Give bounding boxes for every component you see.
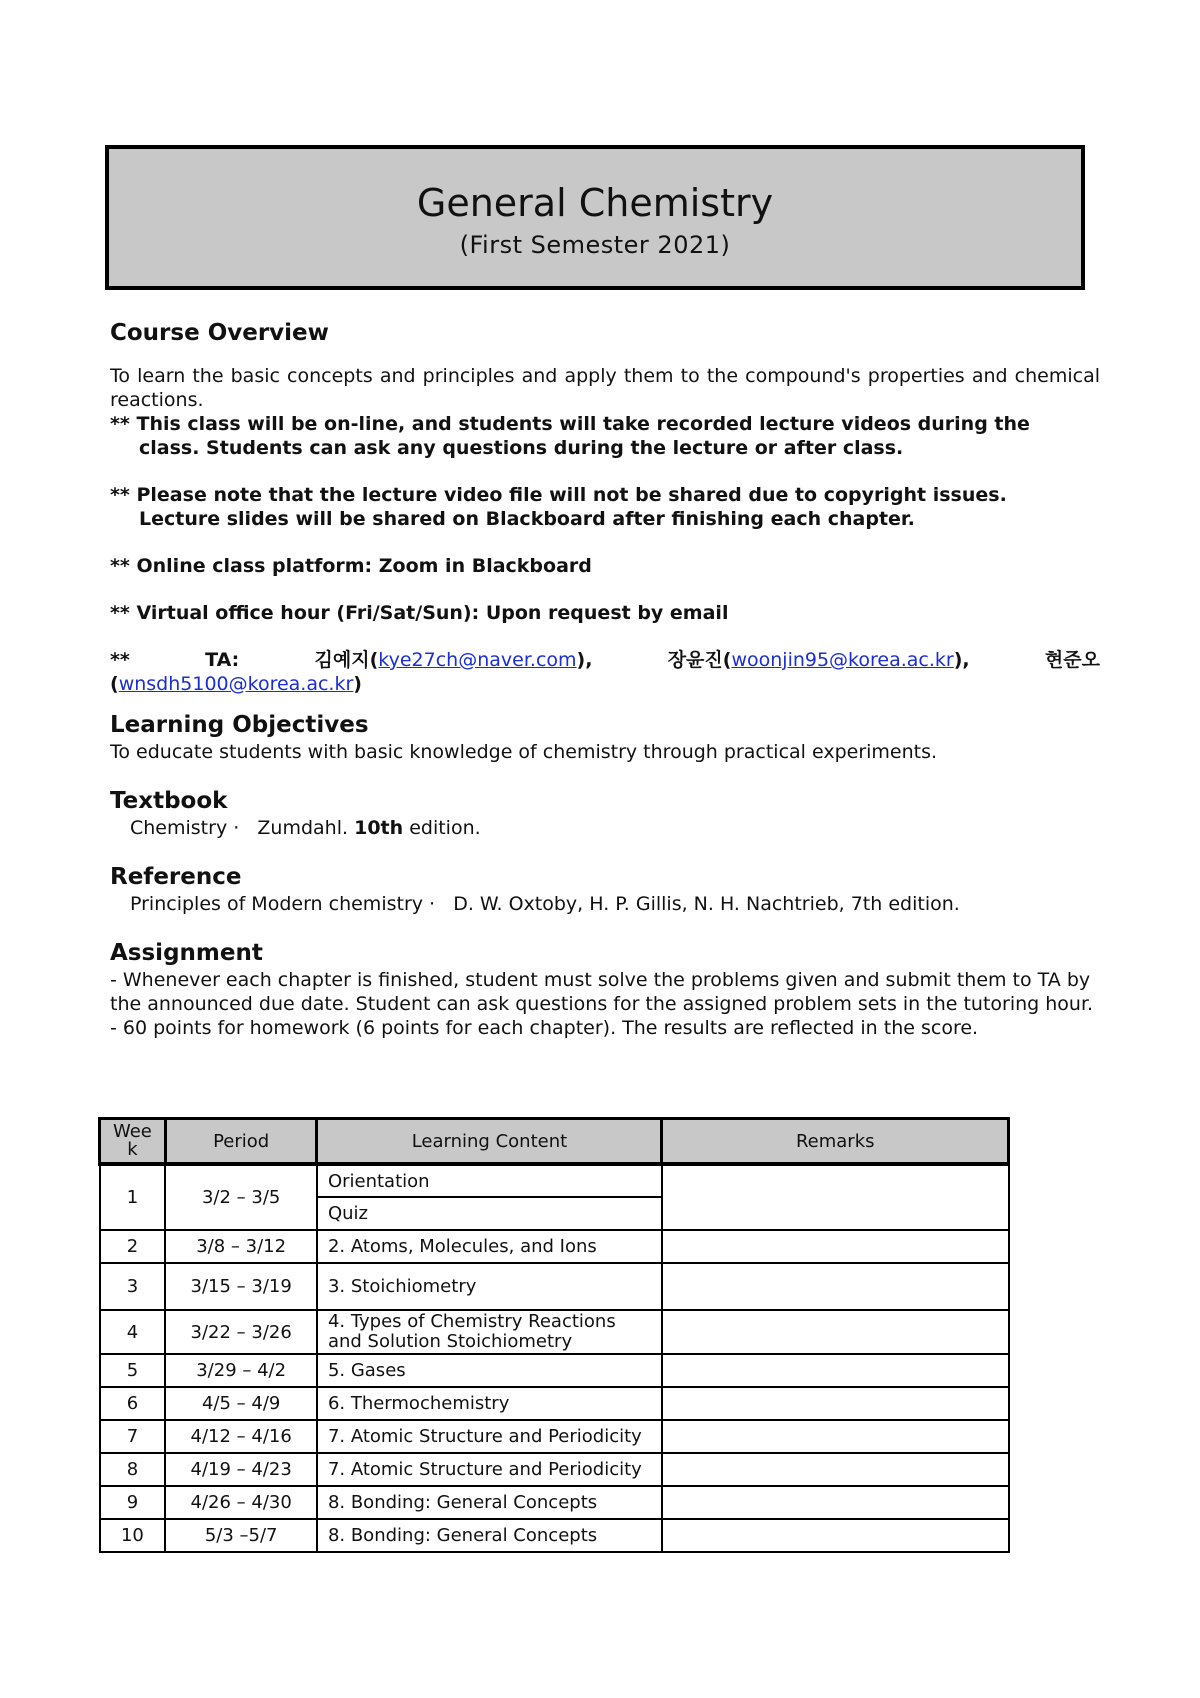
week-cell: 5	[100, 1354, 166, 1387]
week-cell: 9	[100, 1486, 166, 1519]
ta-3-name: 현준오	[1044, 649, 1100, 671]
header-week: Wee k	[100, 1119, 166, 1165]
content-cell: 7. Atomic Structure and Periodicity	[317, 1420, 662, 1453]
ta-1-close: ),	[576, 649, 593, 671]
content-cell: Orientation	[317, 1164, 662, 1197]
remarks-cell	[662, 1310, 1009, 1354]
course-overview-heading: Course Overview	[110, 320, 329, 346]
content-cell: 4. Types of Chemistry Reactions and Solution Stoichiometry	[317, 1310, 662, 1354]
ta-3-email-line	[110, 672, 1100, 696]
content-cell: 7. Atomic Structure and Periodicity	[317, 1453, 662, 1486]
textbook-title: Chemistry ·	[130, 817, 240, 839]
learning-objectives-text: To educate students with basic knowledge of chemistry through practical experiments.	[110, 741, 938, 763]
content-cell: Quiz	[317, 1197, 662, 1230]
content-cell: 8. Bonding: General Concepts	[317, 1486, 662, 1519]
textbook-author: Zumdahl.	[257, 817, 349, 839]
reference-heading: Reference	[110, 864, 242, 890]
ta-3-close: )	[353, 673, 362, 695]
period-cell: 3/29 – 4/2	[165, 1354, 317, 1387]
textbook-edition-rest: edition.	[409, 817, 481, 839]
textbook-entry	[110, 816, 1100, 840]
textbook-heading: Textbook	[110, 788, 228, 814]
period-cell: 3/15 – 3/19	[165, 1263, 317, 1310]
period-cell: 4/12 – 4/16	[165, 1420, 317, 1453]
remarks-cell	[662, 1486, 1009, 1519]
week-cell: 6	[100, 1387, 166, 1420]
remarks-cell	[662, 1387, 1009, 1420]
week-cell: 8	[100, 1453, 166, 1486]
remarks-cell	[662, 1230, 1009, 1263]
content-cell: 8. Bonding: General Concepts	[317, 1519, 662, 1552]
table-row	[100, 1486, 1009, 1519]
ta-1-email-link[interactable]: kye27ch@naver.com	[378, 649, 577, 671]
period-cell: 3/22 – 3/26	[165, 1310, 317, 1354]
ta-line	[110, 648, 1100, 672]
ta-3-email-link[interactable]: wnsdh5100@korea.ac.kr	[118, 673, 354, 695]
period-cell: 4/5 – 4/9	[165, 1387, 317, 1420]
reference-authors: D. W. Oxtoby, H. P. Gillis, N. H. Nachtrieb, 7th edition.	[453, 893, 960, 915]
ta-2-name: 장윤진(	[667, 649, 732, 671]
period-cell: 4/26 – 4/30	[165, 1486, 317, 1519]
header-remarks: Remarks	[662, 1119, 1009, 1165]
ta-1-name: 김예지(	[314, 649, 379, 671]
table-row	[100, 1230, 1009, 1263]
ta-1	[315, 648, 593, 672]
schedule-header-row	[100, 1119, 1009, 1165]
remarks-cell	[662, 1453, 1009, 1486]
overview-note-online-2: class. Students can ask any questions during the lecture or after class.	[139, 437, 904, 459]
table-row	[100, 1354, 1009, 1387]
table-row	[100, 1519, 1009, 1552]
remarks-cell	[662, 1263, 1009, 1310]
assignment-heading: Assignment	[110, 940, 263, 966]
week-cell: 7	[100, 1420, 166, 1453]
table-row	[100, 1453, 1009, 1486]
table-row	[100, 1387, 1009, 1420]
assignment-line-2: - 60 points for homework (6 points for each chapter). The results are reflected in the score.	[110, 1017, 979, 1039]
remarks-cell	[662, 1519, 1009, 1552]
remarks-cell	[662, 1164, 1009, 1230]
assignment-line-1: - Whenever each chapter is finished, student must solve the problems given and submit them to TA by the announced due date. Student can ask questions for the assigned problem sets in the tutoring hour.	[110, 969, 1094, 1015]
ta-2-email-link[interactable]: woonjin95@korea.ac.kr	[731, 649, 954, 671]
title-box	[105, 145, 1085, 290]
textbook-edition-number: 10th	[354, 817, 404, 839]
remarks-cell	[662, 1420, 1009, 1453]
table-row	[100, 1164, 1009, 1197]
overview-note-platform: ** Online class platform: Zoom in Blackboard	[110, 555, 592, 577]
week-cell: 10	[100, 1519, 166, 1552]
learning-objectives-heading: Learning Objectives	[110, 712, 369, 738]
page-title: General Chemistry	[416, 181, 774, 225]
week-cell: 3	[100, 1263, 166, 1310]
week-cell: 4	[100, 1310, 166, 1354]
ta-2-close: ),	[953, 649, 970, 671]
week-cell: 2	[100, 1230, 166, 1263]
header-learning-content: Learning Content	[317, 1119, 662, 1165]
remarks-cell	[662, 1354, 1009, 1387]
table-row	[100, 1420, 1009, 1453]
table-row	[100, 1263, 1009, 1310]
reference-entry	[110, 892, 1100, 916]
main-content	[110, 318, 1100, 1040]
content-cell: 3. Stoichiometry	[317, 1263, 662, 1310]
period-cell: 4/19 – 4/23	[165, 1453, 317, 1486]
overview-note-copyright-1: ** Please note that the lecture video file will not be shared due to copyright issues.	[110, 484, 1007, 506]
overview-intro: To learn the basic concepts and principles and apply them to the compound's properties and chemical reactions.	[110, 365, 1100, 411]
overview-note-online-1: ** This class will be on-line, and students will take recorded lecture videos during the	[110, 413, 1030, 435]
week-cell: 1	[100, 1164, 166, 1230]
content-cell: 5. Gases	[317, 1354, 662, 1387]
content-cell: 2. Atoms, Molecules, and Ions	[317, 1230, 662, 1263]
period-cell: 3/8 – 3/12	[165, 1230, 317, 1263]
reference-title: Principles of Modern chemistry ·	[130, 893, 436, 915]
overview-note-copyright-2: Lecture slides will be shared on Blackboard after finishing each chapter.	[139, 508, 915, 530]
period-cell: 5/3 –5/7	[165, 1519, 317, 1552]
header-period: Period	[165, 1119, 317, 1165]
ta-3-open: (	[110, 673, 119, 695]
schedule-table	[98, 1117, 1010, 1553]
period-cell: 3/2 – 3/5	[165, 1164, 317, 1230]
content-cell: 6. Thermochemistry	[317, 1387, 662, 1420]
page-subtitle: (First Semester 2021)	[459, 231, 731, 259]
ta-label: TA:	[205, 649, 240, 671]
table-row	[100, 1310, 1009, 1354]
overview-note-office-hour: ** Virtual office hour (Fri/Sat/Sun): Upon request by email	[110, 602, 729, 624]
ta-prefix: **	[110, 649, 130, 671]
ta-2	[668, 648, 970, 672]
